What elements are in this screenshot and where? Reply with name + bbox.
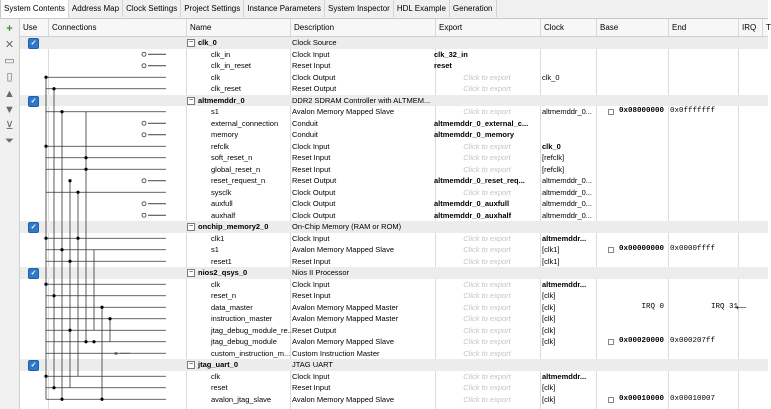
base-address-cell	[596, 313, 668, 325]
export-cell[interactable]: altmemddr_0_auxfull	[434, 199, 510, 208]
description-cell: Reset Input	[292, 383, 331, 392]
connection-dot[interactable]	[84, 168, 87, 171]
tab-address-map[interactable]: Address Map	[69, 0, 123, 17]
description-cell: Nios II Processor	[292, 268, 350, 277]
name-cell: external_connection	[211, 118, 279, 128]
base-address-cell: 0x00010000	[618, 394, 664, 403]
base-address-cell	[596, 187, 668, 199]
export-port-icon[interactable]	[142, 121, 146, 125]
export-port-icon[interactable]	[142, 213, 146, 217]
export-placeholder[interactable]: Click to export	[463, 302, 511, 312]
description-cell: Avalon Memory Mapped Slave	[292, 245, 394, 254]
add-icon[interactable]: +	[6, 22, 13, 35]
export-cell[interactable]: altmemddr_0_external_c...	[434, 118, 529, 128]
col-connections[interactable]: Connections	[48, 19, 186, 36]
connection-dot[interactable]	[84, 156, 87, 159]
clock-cell: [clk1]	[542, 256, 560, 266]
move-down-icon[interactable]: ▼	[4, 103, 15, 116]
description-cell: Conduit	[292, 130, 318, 139]
name-cell: reset1	[211, 256, 232, 266]
end-address-cell	[668, 83, 738, 95]
move-bottom-icon[interactable]: ⊻	[5, 120, 14, 132]
description-cell: Avalon Memory Mapped Slave	[292, 337, 394, 346]
base-address-cell	[596, 49, 668, 61]
name-cell: clk	[211, 72, 221, 82]
lock-icon[interactable]	[608, 397, 614, 403]
end-address-cell	[668, 198, 738, 210]
name-cell: auxfull	[211, 199, 233, 208]
base-address-cell	[596, 129, 668, 141]
connection-dot[interactable]	[44, 283, 47, 286]
name-cell: s1	[211, 107, 219, 116]
name-cell: data_master	[211, 302, 253, 312]
clock-cell: [refclk]	[542, 153, 565, 162]
end-address-cell	[668, 221, 738, 233]
description-cell: Reset Input	[292, 291, 331, 300]
move-up-icon[interactable]: ▲	[4, 87, 15, 100]
clock-cell: [clk]	[542, 383, 556, 392]
lock-icon[interactable]	[608, 109, 614, 115]
export-port-icon[interactable]	[142, 64, 146, 68]
clock-cell: [clk]	[542, 325, 556, 335]
export-placeholder[interactable]: Click to export	[463, 337, 511, 346]
base-address-cell	[596, 325, 668, 337]
collapse-icon[interactable]: −	[188, 96, 194, 104]
connection-dot[interactable]	[68, 260, 71, 263]
name-cell: s1	[211, 245, 219, 254]
end-address-cell	[668, 371, 738, 383]
export-placeholder[interactable]: Click to export	[463, 348, 511, 358]
connection-dot[interactable]	[44, 237, 47, 240]
connections-diagram[interactable]	[20, 37, 166, 409]
end-address-cell	[668, 382, 738, 394]
use-checkbox[interactable]: ✓	[28, 96, 39, 107]
end-address-cell	[668, 233, 738, 245]
end-address-cell: 0x00010007	[670, 394, 716, 403]
name-cell: memory	[211, 130, 239, 139]
collapse-icon[interactable]: −	[188, 39, 194, 46]
export-placeholder[interactable]: Click to export	[463, 153, 511, 162]
base-address-cell	[596, 83, 668, 95]
export-port-icon[interactable]	[142, 52, 146, 56]
tab-system-contents[interactable]: System Contents	[0, 0, 69, 18]
description-cell: Reset Input	[292, 153, 331, 162]
connection-dot[interactable]	[100, 306, 103, 309]
connection-dot[interactable]	[60, 248, 63, 251]
clock-cell: altmemddr...	[542, 279, 587, 289]
end-address-cell	[668, 129, 738, 141]
use-checkbox[interactable]: ✓	[28, 38, 39, 49]
export-port-icon[interactable]	[142, 133, 146, 137]
export-placeholder[interactable]: Click to export	[463, 291, 511, 300]
col-extra[interactable]: T	[762, 19, 768, 36]
col-base[interactable]: Base	[596, 19, 668, 36]
filter-icon[interactable]: ⏷	[5, 135, 14, 147]
clock-cell	[540, 129, 596, 141]
end-address-cell	[668, 290, 738, 302]
end-address-cell: 0x000207ff	[670, 337, 716, 345]
base-address-cell	[596, 290, 668, 302]
export-cell[interactable]: altmemddr_0_auxhalf	[434, 210, 512, 220]
name-cell: jtag_uart_0	[198, 360, 239, 369]
collapse-icon[interactable]: −	[188, 361, 194, 368]
description-cell: Reset Output	[292, 84, 337, 93]
name-cell: sysclk	[211, 187, 232, 197]
clock-cell	[540, 267, 596, 279]
connection-dot[interactable]	[52, 294, 55, 297]
connection-dot[interactable]	[60, 398, 63, 401]
base-address-cell	[596, 60, 668, 72]
lock-icon[interactable]	[608, 339, 614, 345]
name-cell: avalon_jtag_slave	[211, 394, 272, 404]
clock-cell: [clk]	[542, 337, 556, 346]
clock-cell	[540, 83, 596, 95]
description-cell: Conduit	[292, 118, 318, 128]
clock-cell: [clk1]	[542, 245, 560, 254]
end-address-cell	[668, 37, 738, 49]
clock-cell: altmemddr...	[542, 371, 587, 381]
description-cell: Clock Output	[292, 187, 336, 197]
end-address-cell	[668, 152, 738, 164]
export-placeholder[interactable]: Click to export	[463, 325, 511, 335]
connection-dot[interactable]	[44, 76, 47, 79]
clock-cell	[540, 221, 596, 233]
base-address-cell	[596, 279, 668, 291]
collapse-icon[interactable]: −	[188, 269, 194, 276]
connection-dot[interactable]	[76, 191, 79, 194]
clock-cell	[540, 359, 596, 371]
base-address-cell: 0x00000000	[618, 245, 664, 253]
export-placeholder[interactable]: Click to export	[463, 256, 511, 266]
connection-dot[interactable]	[44, 145, 47, 148]
name-cell: clk_in	[211, 49, 231, 59]
irq-arrow-icon: ⟵	[736, 302, 747, 312]
col-use[interactable]: Use	[23, 23, 38, 32]
export-placeholder[interactable]: Click to export	[463, 394, 511, 404]
export-placeholder[interactable]: Click to export	[463, 279, 511, 289]
clock-cell: [clk]	[542, 302, 556, 312]
tab-project-settings[interactable]: Project Settings	[181, 0, 244, 17]
clock-cell: [refclk]	[542, 164, 565, 174]
description-cell: Reset Input	[292, 164, 331, 174]
connection-dot[interactable]	[76, 237, 79, 240]
description-cell: Avalon Memory Mapped Slave	[292, 394, 394, 404]
clock-cell	[540, 49, 596, 61]
tab-bar	[0, 0, 768, 19]
description-cell: Clock Input	[292, 279, 330, 289]
base-address-cell	[596, 267, 668, 279]
end-address-cell	[668, 95, 738, 107]
end-address-cell	[668, 60, 738, 72]
connection-dot[interactable]	[84, 340, 87, 343]
export-placeholder[interactable]: Click to export	[463, 245, 511, 254]
col-irq[interactable]: IRQ	[738, 19, 762, 36]
col-description[interactable]: Description	[290, 19, 435, 36]
description-cell: Clock Source	[292, 38, 337, 47]
connection-dot[interactable]	[108, 317, 111, 320]
end-address-cell	[668, 325, 738, 337]
name-cell: reset_request_n	[211, 176, 266, 185]
use-checkbox[interactable]: ✓	[28, 222, 39, 233]
end-address-cell	[668, 210, 738, 222]
clock-cell: [clk]	[542, 394, 556, 404]
export-placeholder[interactable]: Click to export	[463, 233, 511, 243]
name-cell: clk_0	[198, 38, 217, 47]
end-address-cell	[668, 256, 738, 268]
base-address-cell	[596, 118, 668, 130]
base-address-cell	[596, 359, 668, 371]
name-cell: instruction_master	[211, 314, 273, 323]
base-address-cell	[596, 256, 668, 268]
description-cell: Clock Input	[292, 371, 330, 381]
name-cell: reset_n	[211, 291, 237, 300]
export-placeholder[interactable]: Click to export	[463, 72, 511, 82]
end-address-cell	[668, 187, 738, 199]
base-address-cell	[596, 95, 668, 107]
end-address-cell	[668, 267, 738, 279]
base-address-cell	[596, 210, 668, 222]
irq-start-cell: IRQ 0	[641, 302, 664, 311]
tab-instance-parameters[interactable]: Instance Parameters	[244, 0, 325, 17]
base-address-cell	[596, 382, 668, 394]
description-cell: Reset Output	[292, 325, 337, 335]
end-address-cell	[668, 359, 738, 371]
remove-icon[interactable]: ✕	[4, 39, 15, 51]
base-address-cell	[596, 175, 668, 187]
name-cell: clk_in_reset	[211, 61, 252, 70]
connection-dot[interactable]	[92, 340, 95, 343]
use-checkbox[interactable]: ✓	[28, 268, 39, 279]
base-address-cell: 0x08000000	[618, 107, 664, 115]
export-placeholder[interactable]: Click to export	[463, 187, 511, 197]
name-cell: custom_instruction_m...	[211, 348, 291, 358]
irq-end-cell: IRQ 31	[710, 302, 738, 311]
tab-system-inspector[interactable]: System Inspector	[325, 0, 394, 17]
end-address-cell	[668, 118, 738, 130]
name-cell: global_reset_n	[211, 164, 261, 174]
clock-cell: altmemddr_0...	[542, 176, 593, 185]
export-cell[interactable]: altmemddr_0_memory	[434, 130, 515, 139]
name-cell: clk1	[211, 233, 225, 243]
name-cell: altmemddr_0	[198, 95, 245, 105]
end-address-cell	[668, 279, 738, 291]
left-toolbar	[0, 19, 20, 409]
clock-cell: altmemddr_0...	[542, 187, 593, 197]
export-placeholder[interactable]: Click to export	[463, 314, 511, 323]
end-address-cell: 0x0fffffff	[670, 107, 716, 115]
base-address-cell	[596, 72, 668, 84]
description-cell: DDR2 SDRAM Controller with ALTMEM...	[292, 95, 431, 105]
end-address-cell	[668, 348, 738, 360]
end-address-cell: 0x0000ffff	[670, 245, 716, 253]
tab-hdl-example[interactable]: HDL Example	[394, 0, 450, 17]
description-cell: On-Chip Memory (RAM or ROM)	[292, 222, 402, 231]
col-export[interactable]: Export	[435, 19, 540, 36]
base-address-cell: 0x00020000	[618, 337, 664, 345]
description-cell: JTAG UART	[292, 360, 333, 369]
description-cell: Reset Input	[292, 256, 331, 266]
description-cell: Reset Output	[292, 176, 337, 185]
end-address-cell	[668, 72, 738, 84]
description-cell: Clock Output	[292, 199, 336, 208]
name-cell: auxhalf	[211, 210, 236, 220]
clock-cell: clk_0	[542, 72, 560, 82]
export-cell[interactable]: reset	[434, 61, 452, 70]
description-cell: Avalon Memory Mapped Slave	[292, 107, 394, 116]
base-address-cell	[596, 348, 668, 360]
clock-cell: altmemddr_0...	[542, 107, 593, 116]
connection-dot[interactable]	[52, 386, 55, 389]
tab-generation[interactable]: Generation	[450, 0, 497, 17]
base-address-cell	[596, 152, 668, 164]
clock-cell	[540, 95, 596, 107]
col-clock[interactable]: Clock	[540, 19, 596, 36]
base-address-cell	[596, 221, 668, 233]
collapse-icon[interactable]: −	[188, 223, 194, 230]
export-placeholder[interactable]: Click to export	[463, 383, 511, 392]
lock-icon[interactable]	[608, 247, 614, 253]
description-cell: Custom Instruction Master	[292, 348, 380, 358]
clock-cell: altmemddr_0...	[542, 210, 593, 220]
description-cell: Clock Output	[292, 72, 336, 82]
name-cell: refclk	[211, 141, 229, 151]
col-name[interactable]: Name	[186, 19, 290, 36]
lock-icon[interactable]: ▯	[6, 71, 13, 83]
end-address-cell	[668, 175, 738, 187]
name-cell: jtag_debug_module	[211, 337, 277, 346]
edit-icon[interactable]: ▭	[4, 55, 15, 67]
name-cell: soft_reset_n	[211, 153, 253, 162]
connection-dot[interactable]	[100, 398, 103, 401]
base-address-cell	[596, 164, 668, 176]
name-cell: clk	[211, 371, 221, 381]
name-cell: reset	[211, 383, 228, 392]
base-address-cell	[596, 37, 668, 49]
connection-dot[interactable]	[60, 110, 63, 113]
clock-cell	[540, 37, 596, 49]
clock-cell: clk_0	[542, 141, 561, 151]
base-address-cell	[596, 371, 668, 383]
export-placeholder[interactable]: Click to export	[463, 164, 511, 174]
clock-cell	[540, 348, 596, 360]
clock-cell: [clk]	[542, 314, 556, 323]
export-port-icon[interactable]	[142, 179, 146, 183]
description-cell: Avalon Memory Mapped Master	[292, 314, 399, 323]
table-header	[20, 19, 771, 37]
name-cell: clk	[211, 279, 221, 289]
use-checkbox[interactable]: ✓	[28, 360, 39, 371]
name-cell: onchip_memory2_0	[198, 222, 269, 231]
end-address-cell	[668, 313, 738, 325]
connection-dot[interactable]	[52, 87, 55, 90]
export-cell[interactable]: clk_32_in	[434, 49, 468, 59]
export-placeholder[interactable]: Click to export	[463, 107, 511, 116]
description-cell: Clock Input	[292, 49, 330, 59]
connection-dot[interactable]	[68, 329, 71, 332]
name-cell: jtag_debug_module_re...	[211, 325, 294, 335]
tab-clock-settings[interactable]: Clock Settings	[123, 0, 181, 17]
name-cell: clk_reset	[211, 84, 242, 93]
clock-cell	[540, 60, 596, 72]
clock-cell: altmemddr...	[542, 233, 587, 243]
clock-cell: [clk]	[542, 291, 556, 300]
export-cell[interactable]: altmemddr_0_reset_req...	[434, 176, 525, 185]
base-address-cell	[596, 141, 668, 153]
base-address-cell	[596, 198, 668, 210]
export-port-icon[interactable]	[142, 202, 146, 206]
export-placeholder[interactable]: Click to export	[463, 141, 511, 151]
connection-dot[interactable]	[44, 375, 47, 378]
description-cell: Clock Input	[292, 141, 330, 151]
export-placeholder[interactable]: Click to export	[463, 371, 511, 381]
end-address-cell	[668, 141, 738, 153]
description-cell: Clock Input	[292, 233, 330, 243]
export-placeholder[interactable]: Click to export	[463, 84, 511, 93]
name-cell: nios2_qsys_0	[198, 268, 248, 277]
description-cell: Avalon Memory Mapped Master	[292, 302, 399, 312]
col-end[interactable]: End	[668, 19, 738, 36]
base-address-cell	[596, 233, 668, 245]
end-address-cell	[668, 164, 738, 176]
connection-dot[interactable]	[68, 179, 71, 182]
clock-cell: altmemddr_0...	[542, 199, 593, 208]
description-cell: Reset Input	[292, 61, 331, 70]
clock-cell	[540, 118, 596, 130]
unconnected-icon: ×	[114, 350, 119, 358]
description-cell: Clock Output	[292, 210, 336, 220]
end-address-cell	[668, 49, 738, 61]
